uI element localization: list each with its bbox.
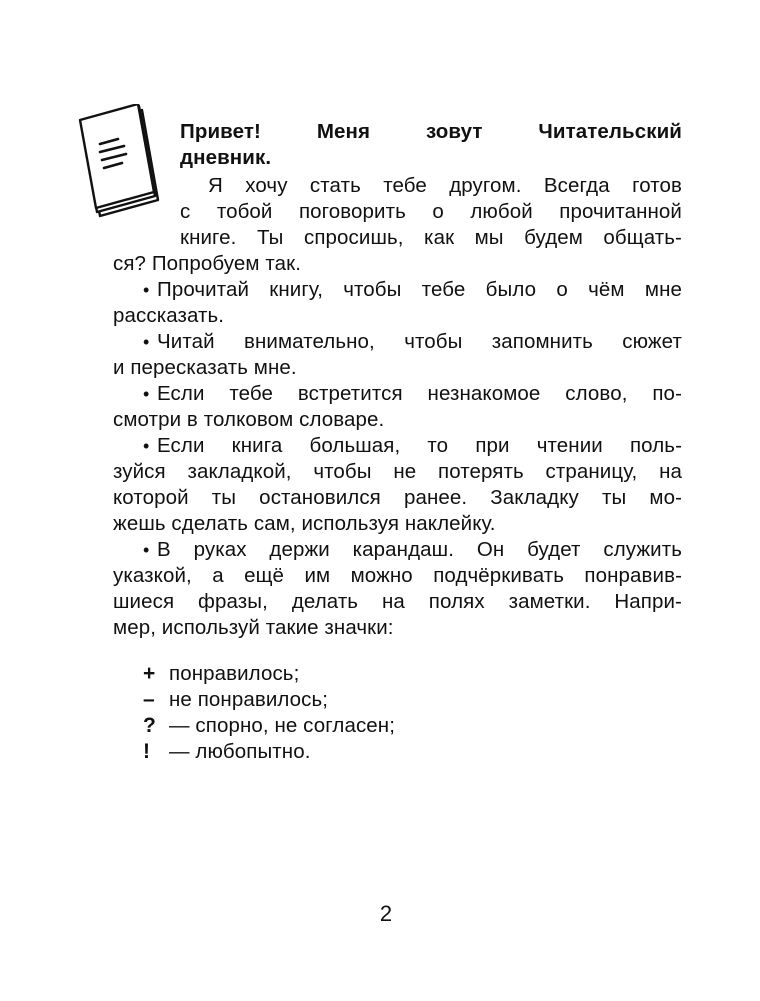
- bullet-item-3: [143, 382, 682, 406]
- intro-line: Я хочу стать тебе другом. Всегда готов: [208, 174, 682, 197]
- bullet-text: указкой, а ещё им можно подчёркивать понравив-: [113, 564, 682, 587]
- bullet-text: жешь сделать сам, используя наклейку.: [113, 512, 496, 535]
- symbol-meaning: понравилось;: [169, 662, 300, 685]
- bullet-text: которой ты остановился ранее. Закладку ты мо-: [113, 486, 682, 509]
- bullet-text: Читай внимательно, чтобы запомнить сюжет: [157, 330, 682, 353]
- intro-title-line-1: Привет! Меня зовут Читательский: [180, 120, 682, 143]
- bullet-marker: •: [143, 384, 150, 404]
- bullet-item-4: [143, 434, 682, 458]
- intro-title-line-2: дневник.: [180, 146, 272, 169]
- symbol-meaning: — спорно, не согласен;: [169, 714, 396, 737]
- bullet-text: мер, используй такие значки:: [113, 616, 394, 639]
- bullet-item-5: [143, 538, 682, 562]
- question-sign: ?: [143, 714, 156, 737]
- minus-sign: –: [143, 688, 155, 711]
- bullet-text: рассказать.: [113, 304, 225, 327]
- bullet-text: Если книга большая, то при чтении поль-: [157, 434, 682, 457]
- bullet-item-1: [143, 278, 682, 302]
- symbol-row-minus: [143, 688, 328, 712]
- bullet-marker: •: [143, 436, 150, 456]
- bullet-marker: •: [143, 540, 150, 560]
- diary-book-icon: [78, 104, 164, 220]
- bullet-text: зуйся закладкой, чтобы не потерять страницу, на: [113, 460, 682, 483]
- symbol-row-exclamation: [143, 740, 311, 764]
- symbol-meaning: — любопытно.: [169, 740, 311, 763]
- exclamation-sign: !: [143, 740, 151, 763]
- intro-line: с тобой поговорить о любой прочитанной: [180, 200, 682, 223]
- plus-sign: +: [143, 662, 156, 685]
- bullet-marker: •: [143, 332, 150, 352]
- bullet-text: Если тебе встретится незнакомое слово, по-: [157, 382, 682, 405]
- bullet-text: Прочитай книгу, чтобы тебе было о чём мне: [157, 278, 682, 301]
- intro-line: книге. Ты спросишь, как мы будем общать-: [180, 226, 682, 249]
- bullet-text: и пересказать мне.: [113, 356, 297, 379]
- bullet-marker: •: [143, 280, 150, 300]
- intro-line: ся? Попробуем так.: [113, 252, 302, 275]
- bullet-text: В руках держи карандаш. Он будет служить: [157, 538, 682, 561]
- bullet-item-2: [143, 330, 682, 354]
- bullet-text: смотри в толковом словаре.: [113, 408, 385, 431]
- bullet-text: шиеся фразы, делать на полях заметки. Напри-: [113, 590, 682, 613]
- symbol-meaning: не понравилось;: [169, 688, 329, 711]
- symbol-row-plus: [143, 662, 299, 686]
- symbol-row-question: [143, 714, 395, 738]
- page-number: 2: [379, 901, 393, 926]
